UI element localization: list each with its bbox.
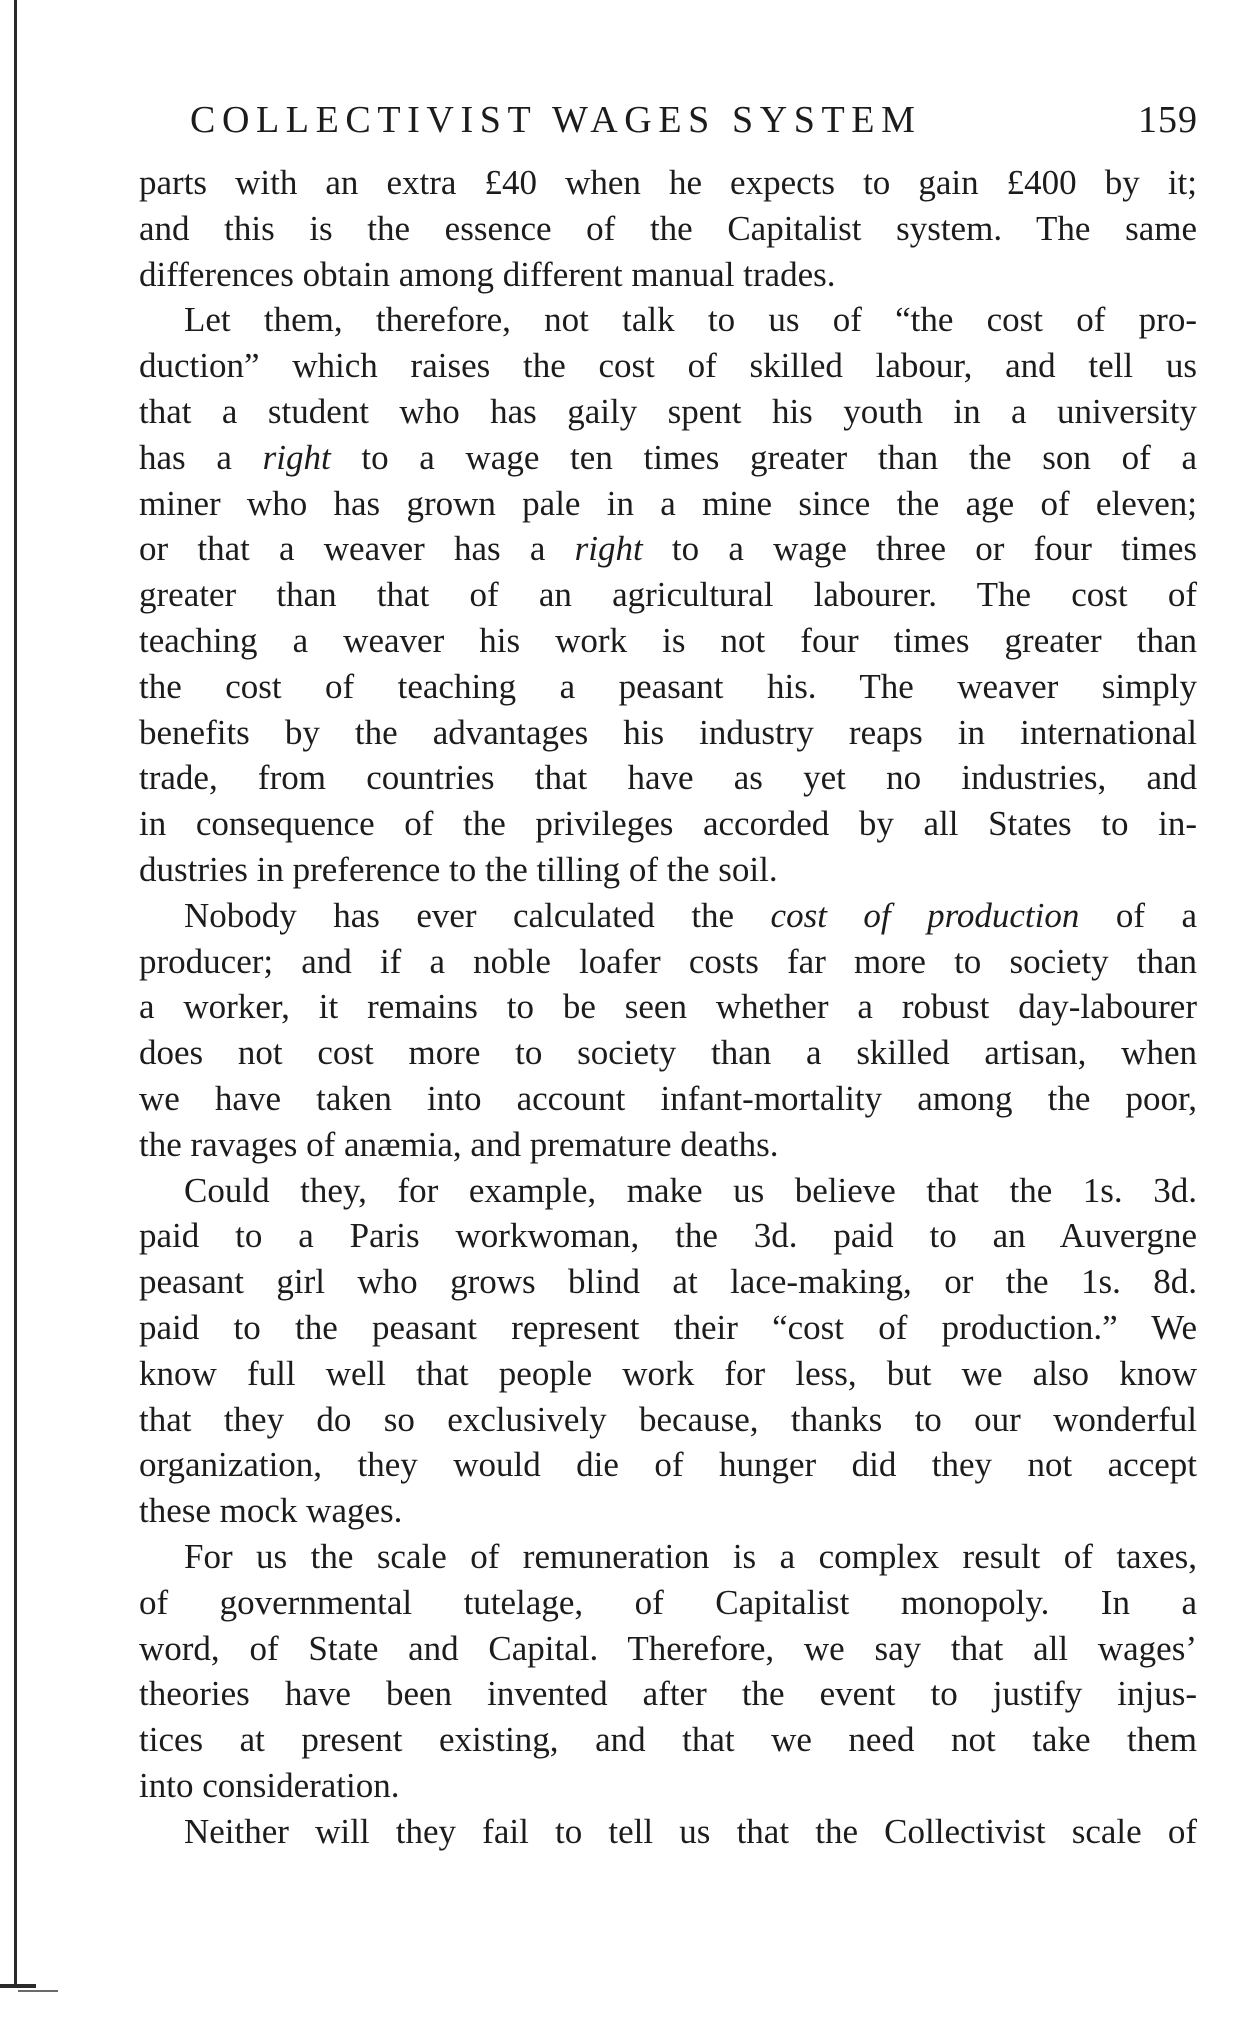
paragraph (139, 893, 1197, 1168)
paragraph (139, 160, 1197, 297)
text-line: in consequence of the privileges accorded by all States to in- (139, 804, 1197, 844)
text-line: trade, from countries that have as yet no industries, and (139, 758, 1197, 798)
italic-phrase: right (574, 529, 643, 569)
page-number: 159 (1138, 99, 1198, 141)
running-head (190, 96, 1198, 144)
text-line: that a student who has gaily spent his youth in a university (139, 391, 1197, 431)
text-line: duction” which raises the cost of skilled labour, and tell us (139, 346, 1197, 386)
text-line: parts with an extra £40 when he expects to gain £400 by it; (139, 163, 1197, 202)
text-line: the ravages of anæmia, and premature deaths. (139, 1124, 779, 1164)
body-text (139, 160, 1197, 1854)
text-line: theories have been invented after the event to justify injus- (139, 1674, 1197, 1714)
text-line: For us the scale of remuneration is a complex result of taxes, (184, 1536, 1197, 1576)
text-line: of governmental tutelage, of Capitalist monopoly. In a (139, 1582, 1197, 1622)
text-line: peasant girl who grows blind at lace-making, or the 1s. 8d. (139, 1262, 1197, 1302)
text-line: organization, they would die of hunger did they not accept (139, 1445, 1197, 1485)
text-line: Let them, therefore, not talk to us of “the cost of pro- (184, 300, 1197, 340)
text-line: teaching a weaver his work is not four times greater than (139, 620, 1197, 660)
text-line: Nobody has ever calculated the cost of production of a (184, 895, 1197, 935)
paragraph (139, 1534, 1197, 1809)
text-line: does not cost more to society than a skilled artisan, when (139, 1033, 1197, 1073)
running-head-title: COLLECTIVIST WAGES SYSTEM (190, 99, 922, 141)
page-binding-foot (0, 1984, 36, 1988)
text-line: know full well that people work for less, but we also know (139, 1353, 1197, 1393)
text-line: word, of State and Capital. Therefore, we say that all wages’ (139, 1628, 1197, 1668)
text-line: benefits by the advantages his industry reaps in international (139, 712, 1197, 752)
text-line: paid to a Paris workwoman, the 3d. paid to an Auvergne (139, 1216, 1197, 1256)
text-line: and this is the essence of the Capitalist system. The same (139, 208, 1197, 248)
text-line: that they do so exclusively because, thanks to our wonderful (139, 1399, 1197, 1439)
text-line: Could they, for example, make us believe that the 1s. 3d. (184, 1170, 1197, 1210)
text-line: miner who has grown pale in a mine since the age of eleven; (139, 483, 1197, 523)
text-line: a worker, it remains to be seen whether a robust day-labourer (139, 987, 1197, 1027)
text-line: paid to the peasant represent their “cost of production.” We (139, 1307, 1197, 1347)
text-line: Neither will they fail to tell us that the Collectivist scale of (184, 1811, 1197, 1851)
paragraph (139, 297, 1197, 892)
paragraph (139, 1168, 1197, 1534)
text-line: we have taken into account infant-mortality among the poor, (139, 1078, 1197, 1118)
italic-phrase: right (262, 437, 331, 477)
text-line: has a right to a wage ten times greater than the son of a (139, 437, 1197, 477)
text-line: differences obtain among different manual trades. (139, 254, 836, 294)
text-line: dustries in preference to the tilling of the soil. (139, 849, 778, 889)
page-binding-edge (14, 0, 17, 1985)
text-line: producer; and if a noble loafer costs far more to society than (139, 941, 1197, 981)
text-line: the cost of teaching a peasant his. The weaver simply (139, 666, 1197, 706)
italic-phrase: cost of production (770, 895, 1080, 935)
text-line: greater than that of an agricultural labourer. The cost of (139, 575, 1197, 615)
text-line: into consideration. (139, 1765, 400, 1805)
paragraph (139, 1809, 1197, 1855)
text-line: tices at present existing, and that we need not take them (139, 1720, 1197, 1760)
text-line: or that a weaver has a right to a wage three or four times (139, 529, 1197, 569)
page-binding-foot-tail (18, 1990, 58, 1992)
text-line: these mock wages. (139, 1491, 403, 1531)
